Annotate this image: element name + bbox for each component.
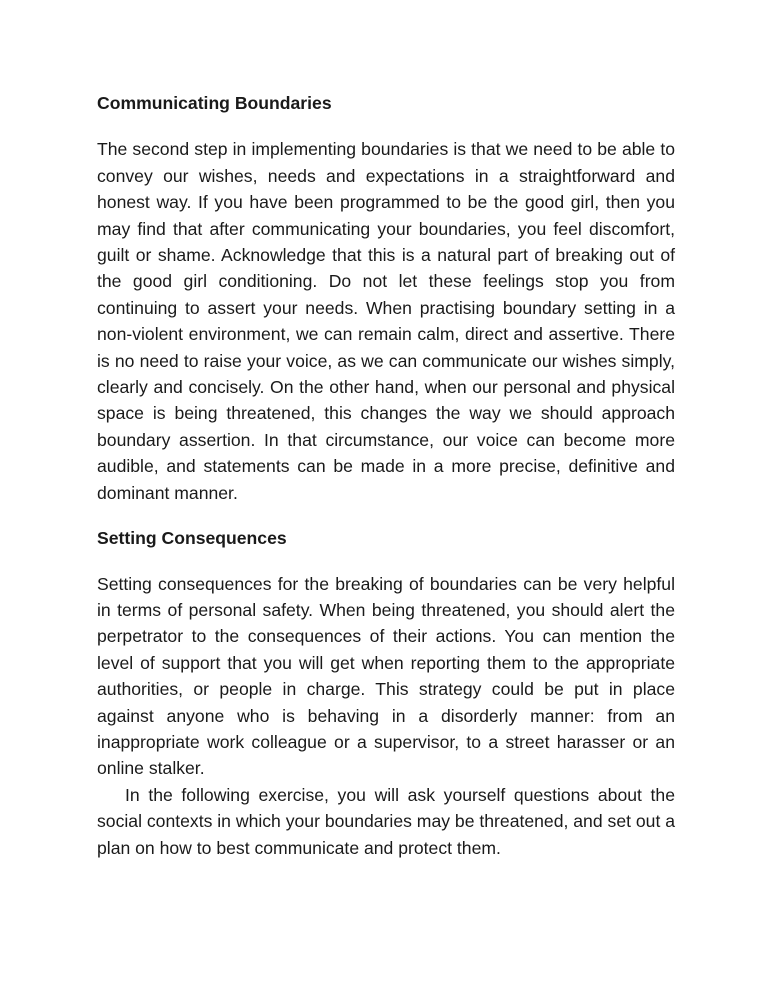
paragraph-exercise-intro: In the following exercise, you will ask yourself questions about the social contexts in which your boundaries may be threatened, and set out a plan on how to best communicate and protect them. (97, 784, 676, 858)
page-content (97, 90, 675, 861)
section-heading-communicating-boundaries: Communicating Boundaries (97, 93, 332, 113)
section-heading-setting-consequences: Setting Consequences (97, 528, 287, 549)
paragraph-communicating-boundaries: The second step in implementing boundaries is that we need to be able to convey our wishes, needs and expectations in a straightforward and honest way. If you have been programmed to be the good girl, then you may find that after communicating your boundaries, you feel discomfort, guilt or shame. Acknowledge that this is a natural part of breaking out of the good girl conditioning. Do not let these feelings stop you from continuing to assert your needs. When practising boundary setting in a non-violent environment, we can remain calm, direct and assertive. There is no need to raise your voice, as we can communicate our wishes simply, clearly and concisely. On the other hand, when our personal and physical space is being threatened, this changes the way we should approach boundary assertion. In that circumstance, our voice can become more audible, and statements can be made in a more precise, definitive and dominant manner. (97, 139, 675, 503)
paragraph-setting-consequences: Setting consequences for the breaking of boundaries can be very helpful in terms of personal safety. When being threatened, you should alert the perpetrator to the consequences of their actions. You can mention the level of support that you will get when reporting them to the appropriate authorities, or people in charge. This strategy could be put in place against anyone who is behaving in a disorderly manner: from an inappropriate work colleague or a supervisor, to a street harasser or an online stalker. (97, 573, 675, 779)
